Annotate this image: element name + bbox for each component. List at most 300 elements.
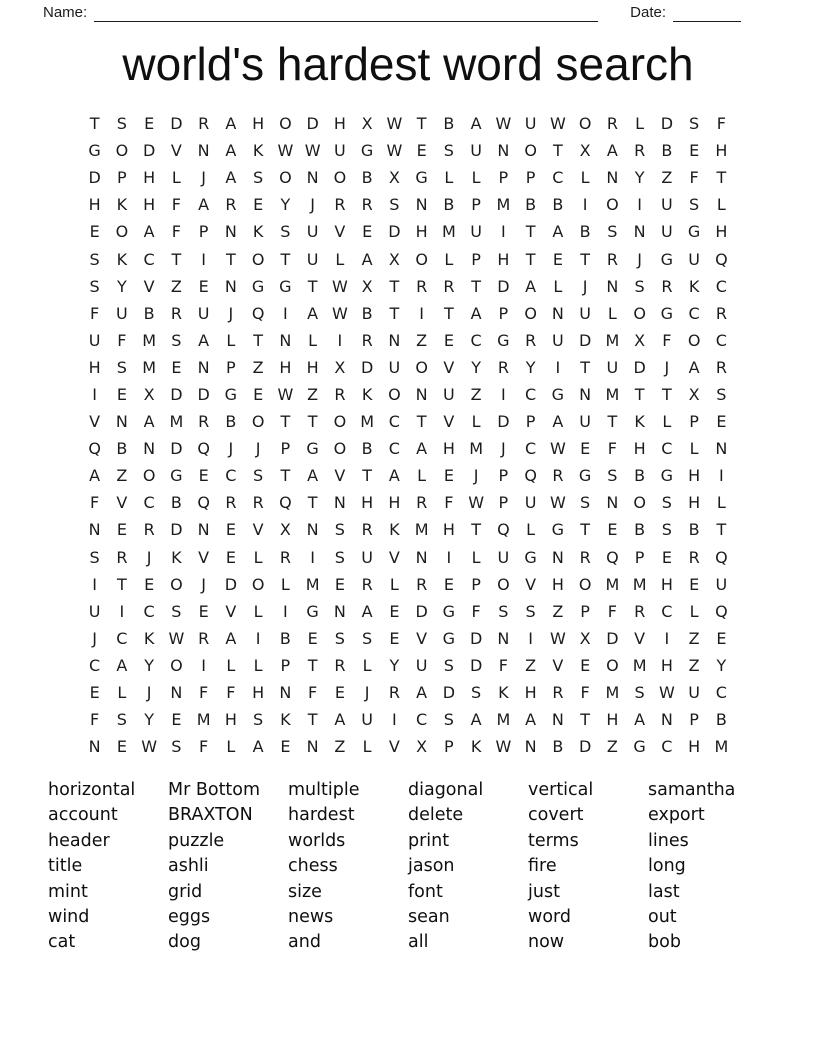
grid-letter: A [361, 601, 373, 621]
grid-letter: B [225, 412, 237, 432]
grid-letter: F [580, 683, 590, 703]
grid-letter: N [115, 412, 128, 432]
grid-letter: Y [716, 655, 727, 675]
word-item: grid [168, 881, 203, 902]
grid-letter: X [361, 276, 373, 296]
grid-letter: T [307, 655, 318, 675]
grid-letter: W [277, 141, 294, 161]
word-column [48, 778, 168, 956]
grid-letter: H [224, 710, 237, 730]
grid-letter: B [443, 114, 455, 134]
grid-letter: L [471, 547, 481, 567]
grid-letter: H [252, 683, 265, 703]
grid-letter: D [578, 330, 592, 350]
name-blank-line [94, 7, 598, 22]
grid-letter: O [606, 655, 619, 675]
grid-row [81, 381, 735, 408]
grid-letter: R [361, 520, 373, 540]
grid-letter: W [331, 276, 348, 296]
grid-letter: E [443, 466, 454, 486]
grid-letter: C [715, 330, 727, 350]
grid-letter: C [552, 168, 564, 188]
grid-letter: E [225, 520, 236, 540]
grid-letter: N [170, 683, 183, 703]
grid-letter: D [497, 276, 510, 296]
grid-letter: A [552, 222, 564, 242]
grid-letter: M [142, 357, 157, 377]
grid-letter: L [471, 412, 481, 432]
grid-letter: S [634, 276, 645, 296]
grid-letter: C [661, 601, 673, 621]
grid-letter: R [225, 195, 237, 215]
grid-letter: I [446, 547, 452, 567]
grid-letter: O [388, 384, 401, 404]
grid-letter: O [633, 493, 646, 513]
grid-row [81, 652, 735, 679]
word-item: diagonal [408, 780, 484, 800]
grid-letter: O [115, 222, 129, 242]
grid-letter: G [415, 168, 428, 188]
grid-letter: H [388, 493, 401, 513]
word-column [168, 778, 288, 956]
grid-letter: V [89, 412, 101, 432]
grid-letter: O [142, 466, 156, 486]
grid-letter: D [197, 384, 210, 404]
grid-letter: R [361, 330, 373, 350]
grid-letter: U [88, 330, 101, 350]
grid-letter: O [279, 168, 292, 188]
grid-letter: G [306, 601, 319, 621]
grid-letter: L [226, 737, 236, 757]
word-item: samantha [648, 780, 736, 800]
grid-letter: I [283, 601, 288, 621]
grid-letter: A [416, 439, 428, 459]
word-item: mint [48, 881, 88, 902]
grid-letter: E [334, 683, 345, 703]
grid-letter: E [661, 547, 672, 567]
grid-letter: E [580, 655, 591, 675]
grid-letter: X [334, 357, 346, 377]
grid-letter: A [252, 737, 264, 757]
grid-row [81, 598, 735, 625]
grid-row [81, 408, 735, 435]
grid-letter: V [634, 628, 646, 648]
grid-letter: N [606, 493, 619, 513]
grid-letter: Q [88, 439, 101, 459]
grid-letter: Q [524, 466, 537, 486]
grid-letter: R [606, 114, 618, 134]
grid-letter: L [117, 683, 127, 703]
word-item: lines [648, 830, 689, 851]
grid-letter: K [252, 222, 264, 242]
grid-letter: O [251, 249, 265, 269]
grid-letter: H [688, 466, 701, 486]
grid-letter: C [143, 601, 155, 621]
grid-letter: N [415, 384, 428, 404]
grid-letter: U [661, 195, 673, 215]
grid-letter: B [715, 710, 727, 730]
grid-letter: N [224, 222, 237, 242]
puzzle-title: world's hardest word search [122, 38, 694, 90]
grid-letter: A [388, 466, 400, 486]
grid-letter: U [470, 141, 482, 161]
grid-letter: T [607, 412, 618, 432]
grid-letter: A [225, 168, 237, 188]
grid-letter: V [170, 141, 182, 161]
grid-letter: H [551, 574, 564, 594]
grid-letter: T [307, 276, 318, 296]
grid-letter: E [171, 357, 182, 377]
grid-letter: L [553, 276, 563, 296]
word-column [528, 778, 648, 956]
grid-letter: C [525, 439, 537, 459]
grid-letter: D [142, 141, 156, 161]
grid-letter: E [389, 601, 400, 621]
grid-letter: D [360, 357, 374, 377]
grid-letter: C [116, 628, 128, 648]
grid-letter: A [470, 710, 482, 730]
grid-letter: L [362, 737, 372, 757]
grid-row [81, 327, 735, 354]
grid-letter: A [307, 303, 319, 323]
grid-letter: W [468, 493, 485, 513]
word-item: ashli [168, 856, 209, 877]
grid-letter: O [251, 574, 265, 594]
grid-letter: F [498, 655, 508, 675]
grid-letter: R [334, 655, 346, 675]
grid-letter: X [361, 114, 373, 134]
grid-letter: V [334, 222, 346, 242]
grid-letter: U [443, 384, 455, 404]
name-label: Name: [43, 4, 88, 21]
grid-letter: S [716, 384, 727, 404]
grid-letter: P [525, 168, 536, 188]
grid-letter: I [392, 710, 397, 730]
grid-letter: D [170, 114, 183, 134]
grid-letter: S [89, 249, 100, 269]
grid-letter: M [196, 710, 211, 730]
grid-letter: B [361, 168, 373, 188]
grid-letter: L [226, 330, 236, 350]
grid-letter: Q [197, 439, 210, 459]
word-item: word [528, 907, 572, 928]
grid-letter: B [661, 141, 673, 161]
grid-letter: Z [552, 601, 564, 621]
grid-letter: H [633, 439, 646, 459]
grid-letter: W [277, 384, 294, 404]
grid-letter: Q [251, 303, 265, 323]
grid-letter: R [361, 195, 373, 215]
grid-letter: K [634, 412, 645, 432]
grid-letter: L [716, 195, 726, 215]
grid-letter: F [117, 330, 127, 350]
grid-letter: L [635, 114, 645, 134]
grid-letter: C [661, 737, 673, 757]
grid-letter: V [443, 412, 455, 432]
grid-letter: L [389, 574, 399, 594]
grid-letter: D [88, 168, 101, 188]
grid-letter: E [443, 330, 454, 350]
word-item: hardest [288, 805, 355, 826]
grid-row [81, 733, 735, 760]
grid-letter: U [116, 303, 128, 323]
grid-letter: N [551, 547, 564, 567]
grid-letter: M [142, 330, 157, 350]
grid-letter: M [714, 737, 729, 757]
word-item: sean [408, 907, 450, 928]
grid-letter: H [688, 737, 701, 757]
grid-letter: T [389, 303, 400, 323]
grid-letter: Y [525, 357, 536, 377]
grid-letter: O [524, 303, 537, 323]
grid-letter: E [253, 195, 264, 215]
grid-letter: F [226, 683, 236, 703]
grid-letter: M [632, 655, 647, 675]
grid-letter: U [579, 412, 591, 432]
grid-letter: K [116, 195, 128, 215]
word-item: covert [528, 805, 584, 826]
grid-letter: U [552, 330, 564, 350]
grid-letter: E [144, 574, 155, 594]
grid-letter: W [495, 114, 512, 134]
grid-letter: Q [197, 493, 210, 513]
grid-letter: X [579, 141, 591, 161]
grid-letter: O [415, 357, 428, 377]
grid-letter: D [660, 114, 674, 134]
grid-row [81, 300, 735, 327]
grid-letter: S [607, 222, 618, 242]
grid-letter: L [253, 547, 263, 567]
grid-letter: E [253, 384, 264, 404]
grid-letter: E [334, 574, 345, 594]
grid-letter: K [171, 547, 182, 567]
grid-letter: F [171, 222, 181, 242]
grid-letter: N [551, 710, 564, 730]
grid-letter: S [253, 466, 264, 486]
grid-letter: H [279, 357, 292, 377]
grid-letter: E [225, 547, 236, 567]
grid-letter: R [143, 520, 155, 540]
grid-letter: J [637, 249, 642, 269]
grid-letter: P [226, 357, 236, 377]
header [43, 2, 741, 22]
grid-letter: U [361, 710, 373, 730]
grid-letter: H [442, 439, 455, 459]
grid-letter: M [414, 520, 429, 540]
grid-letter: E [716, 628, 727, 648]
grid-row [81, 679, 735, 706]
grid-letter: Q [279, 493, 292, 513]
grid-letter: S [607, 466, 618, 486]
grid-letter: G [551, 520, 565, 540]
word-item: wind [48, 907, 90, 928]
grid-letter: O [333, 439, 347, 459]
grid-letter: E [416, 141, 427, 161]
grid-letter: U [415, 655, 428, 675]
grid-letter: D [415, 601, 428, 621]
grid-letter: V [225, 601, 237, 621]
grid-letter: S [253, 710, 264, 730]
grid-letter: H [143, 195, 156, 215]
grid-letter: T [307, 710, 318, 730]
grid-letter: N [279, 330, 292, 350]
letter-grid [81, 110, 735, 760]
grid-letter: A [116, 655, 128, 675]
grid-letter: R [198, 628, 210, 648]
grid-letter: N [306, 520, 319, 540]
word-item: multiple [288, 780, 360, 800]
grid-letter: G [660, 466, 674, 486]
grid-letter: V [525, 574, 537, 594]
grid-letter: V [334, 466, 346, 486]
grid-letter: W [386, 141, 403, 161]
grid-letter: G [170, 466, 183, 486]
grid-letter: D [469, 628, 483, 648]
grid-letter: U [579, 303, 591, 323]
grid-letter: N [88, 737, 101, 757]
grid-letter: L [716, 493, 726, 513]
grid-letter: Z [470, 384, 482, 404]
grid-letter: M [169, 412, 184, 432]
grid-letter: P [498, 493, 509, 513]
word-item: all [408, 932, 429, 953]
grid-letter: A [143, 222, 155, 242]
word-item: last [648, 881, 680, 902]
grid-letter: P [471, 249, 481, 269]
grid-letter: S [334, 628, 345, 648]
grid-letter: S [116, 357, 127, 377]
grid-letter: G [442, 601, 456, 621]
grid-letter: A [470, 303, 482, 323]
grid-letter: F [90, 303, 100, 323]
grid-letter: Q [715, 547, 728, 567]
grid-letter: T [416, 412, 427, 432]
grid-letter: T [471, 276, 482, 296]
grid-letter: C [661, 439, 673, 459]
grid-letter: S [116, 114, 127, 134]
grid-letter: R [334, 384, 346, 404]
word-column [408, 778, 528, 956]
grid-letter: S [280, 222, 291, 242]
grid-letter: B [143, 303, 155, 323]
grid-letter: J [501, 439, 506, 459]
word-item: header [48, 830, 110, 851]
grid-letter: T [716, 168, 727, 188]
grid-letter: C [143, 493, 155, 513]
grid-letter: P [280, 439, 291, 459]
grid-letter: U [606, 357, 619, 377]
grid-letter: O [606, 195, 619, 215]
grid-letter: E [552, 249, 563, 269]
grid-letter: W [304, 141, 321, 161]
grid-letter: E [198, 276, 209, 296]
word-item: jason [408, 856, 455, 877]
grid-letter: R [334, 195, 346, 215]
grid-letter: G [578, 466, 592, 486]
grid-letter: B [170, 493, 182, 513]
grid-letter: T [552, 141, 563, 161]
grid-letter: R [715, 303, 727, 323]
word-column [288, 778, 408, 956]
grid-letter: G [360, 141, 374, 161]
grid-letter: K [470, 737, 482, 757]
grid-letter: W [658, 683, 675, 703]
grid-letter: C [416, 710, 428, 730]
grid-letter: R [634, 601, 646, 621]
grid-letter: H [252, 114, 265, 134]
grid-letter: A [634, 710, 646, 730]
grid-letter: R [416, 574, 428, 594]
grid-letter: R [198, 412, 210, 432]
grid-letter: D [170, 384, 183, 404]
grid-letter: A [361, 249, 373, 269]
word-item: terms [528, 830, 579, 851]
grid-letter: T [280, 412, 291, 432]
grid-letter: M [496, 195, 511, 215]
grid-letter: E [716, 412, 727, 432]
grid-letter: X [688, 384, 700, 404]
grid-letter: A [606, 141, 618, 161]
grid-letter: H [715, 141, 728, 161]
grid-letter: F [444, 493, 454, 513]
grid-letter: Z [661, 168, 673, 188]
grid-letter: M [441, 222, 456, 242]
grid-letter: D [170, 439, 183, 459]
word-item: now [528, 932, 565, 953]
grid-letter: S [362, 628, 373, 648]
grid-letter: L [253, 601, 263, 621]
grid-letter: S [334, 520, 345, 540]
grid-letter: D [497, 412, 510, 432]
word-item: news [288, 907, 334, 928]
grid-letter: H [660, 574, 673, 594]
grid-letter: S [443, 141, 454, 161]
grid-letter: A [416, 683, 428, 703]
grid-letter: B [634, 520, 646, 540]
grid-letter: U [88, 601, 101, 621]
grid-row [81, 354, 735, 381]
grid-letter: A [334, 710, 346, 730]
grid-letter: L [689, 601, 699, 621]
grid-row [81, 273, 735, 300]
grid-letter: J [664, 357, 670, 377]
grid-letter: T [580, 249, 591, 269]
grid-letter: L [471, 168, 481, 188]
grid-letter: O [497, 574, 510, 594]
grid-letter: S [389, 195, 400, 215]
grid-letter: W [549, 439, 566, 459]
grid-letter: A [198, 330, 210, 350]
grid-letter: T [661, 384, 672, 404]
grid-letter: S [89, 547, 100, 567]
grid-row [81, 706, 735, 733]
grid-letter: A [552, 412, 564, 432]
grid-letter: V [388, 547, 400, 567]
grid-letter: R [225, 493, 237, 513]
grid-letter: L [308, 330, 318, 350]
grid-letter: Y [144, 710, 155, 730]
grid-letter: T [416, 114, 427, 134]
grid-letter: O [633, 303, 646, 323]
grid-row [81, 544, 735, 571]
grid-letter: N [606, 168, 619, 188]
grid-letter: U [661, 222, 673, 242]
grid-row [81, 571, 735, 598]
word-item: just [528, 881, 560, 902]
grid-letter: Q [606, 547, 619, 567]
grid-letter: Z [416, 330, 428, 350]
grid-letter: L [444, 168, 454, 188]
